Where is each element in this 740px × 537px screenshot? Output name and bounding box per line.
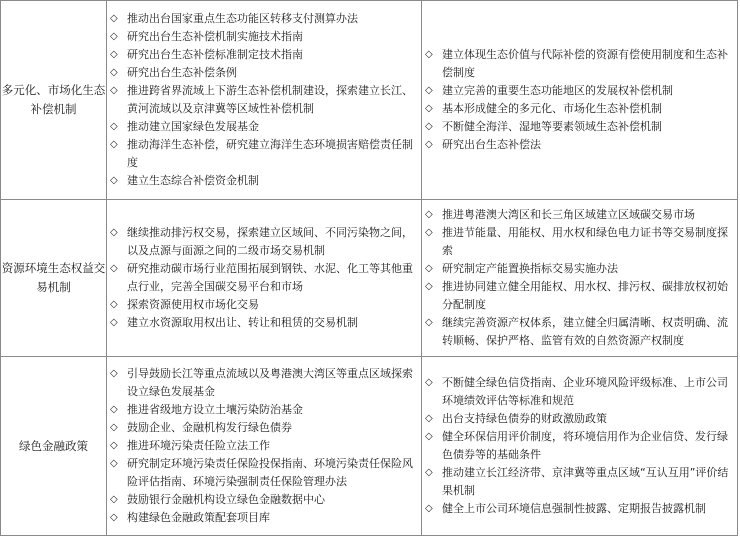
- diamond-bullet-icon: ◇: [425, 430, 433, 442]
- diamond-bullet-icon: ◇: [110, 121, 118, 133]
- list-item-text: 推进跨省界流域上下游生态补偿机制建设，探索建立长江、黄河流域以及京津冀等区域性补偿机制: [127, 83, 413, 115]
- list-item-text: 建立体现生态价值与代际补偿的资源有偿使用制度和生态补偿制度: [442, 47, 728, 79]
- list-item-text: 推动建立长江经济带、京津冀等重点区域“互认互用”评价结果机制: [442, 466, 729, 498]
- list-item: [107, 296, 421, 314]
- list-item-text: 构建绿色金融政策配套项目库: [127, 511, 270, 525]
- list-item: [107, 10, 421, 28]
- list-item: [107, 28, 421, 46]
- long-term-cell: [422, 357, 738, 536]
- near-term-cell: [107, 200, 422, 357]
- list-item-text: 研究出台生态补偿条例: [127, 65, 237, 79]
- list-item-text: 健全上市公司环境信息强制性披露、定期报告披露机制: [442, 502, 706, 516]
- list-item: [422, 206, 737, 224]
- diamond-bullet-icon: ◇: [110, 299, 118, 311]
- list-item-text: 继续完善资源产权体系，建立健全归属清晰、权责明确、流转顺畅、保护严格、监管有效的自然资源产权制度: [442, 316, 728, 348]
- diamond-bullet-icon: ◇: [425, 208, 433, 220]
- diamond-bullet-icon: ◇: [425, 281, 433, 292]
- diamond-bullet-icon: ◇: [110, 439, 118, 451]
- list-item: [107, 365, 421, 401]
- list-item-text: 建立完善的重要生态功能地区的发展权补偿机制: [442, 83, 673, 97]
- list-item: [422, 100, 737, 118]
- list-item: [107, 136, 421, 172]
- diamond-bullet-icon: ◇: [110, 48, 118, 60]
- list-item: [422, 278, 737, 314]
- list-item: [107, 64, 421, 82]
- bullet-list: [107, 224, 421, 333]
- long-term-cell: [422, 200, 738, 357]
- diamond-bullet-icon: ◇: [110, 458, 118, 470]
- list-item-text: 探索资源使用权市场化交易: [127, 298, 259, 312]
- diamond-bullet-icon: ◇: [425, 84, 433, 96]
- bullet-list: [422, 46, 737, 155]
- list-item-text: 研究推动碳市场行业范围拓展到钢铁、水泥、化工等其他重点行业，完善全国碳交易平台和市场: [127, 261, 413, 293]
- list-item-text: 不断健全绿色信贷指南、企业环境风险评级标准、上市公司环境绩效评估等标准和规范: [442, 375, 728, 407]
- list-item-text: 研究出台生态补偿法: [442, 138, 541, 152]
- list-item-text: 推进节能量、用能权、用水权和绿色电力证书等交易制度探索: [442, 225, 728, 257]
- diamond-bullet-icon: ◇: [110, 262, 118, 274]
- diamond-bullet-icon: ◇: [425, 317, 433, 329]
- list-item-text: 不断健全海洋、湿地等要素领域生态补偿机制: [442, 120, 662, 134]
- list-item: [107, 172, 421, 190]
- list-item: [107, 314, 421, 332]
- diamond-bullet-icon: ◇: [110, 317, 118, 329]
- bullet-list: [422, 206, 737, 351]
- diamond-bullet-icon: ◇: [425, 48, 433, 60]
- list-item-text: 研究制定环境污染责任保险投保指南、环境污染责任保险风险评估指南、环境污染强制责任保险管理办法: [127, 457, 413, 489]
- table-row: [1, 200, 738, 357]
- list-item: [422, 46, 737, 82]
- diamond-bullet-icon: ◇: [110, 403, 118, 415]
- diamond-bullet-icon: ◇: [110, 139, 118, 151]
- list-item: [107, 509, 421, 527]
- table-row: [1, 357, 738, 536]
- diamond-bullet-icon: ◇: [425, 121, 433, 133]
- list-item: [422, 82, 737, 100]
- list-item-text: 研究制定产能置换指标交易实施办法: [442, 261, 618, 275]
- list-item: [422, 118, 737, 136]
- diamond-bullet-icon: ◇: [425, 412, 433, 424]
- list-item: [107, 118, 421, 136]
- list-item: [422, 428, 737, 464]
- diamond-bullet-icon: ◇: [425, 103, 433, 114]
- list-item-text: 继续推动排污权交易，探索建立区域间、不同污染物之间，以及点源与面源之间的二级市场交易机制: [127, 225, 413, 257]
- diamond-bullet-icon: ◇: [425, 376, 433, 388]
- row-category: 绿色金融政策: [1, 357, 107, 536]
- list-item: [422, 500, 737, 518]
- diamond-bullet-icon: ◇: [110, 512, 118, 524]
- diamond-bullet-icon: ◇: [425, 467, 433, 479]
- list-item-text: 研究出台生态补偿标准制定技术指南: [127, 47, 303, 61]
- list-item: [422, 260, 737, 278]
- diamond-bullet-icon: ◇: [110, 84, 118, 96]
- list-item-text: 推进协同建立健全用能权、用水权、排污权、碳排放权初始分配制度: [442, 280, 728, 312]
- list-item: [422, 314, 737, 350]
- bullet-list: [107, 10, 421, 191]
- bullet-list: [422, 374, 737, 519]
- diamond-bullet-icon: ◇: [110, 175, 118, 187]
- list-item: [422, 224, 737, 260]
- policy-table-body: [1, 1, 738, 536]
- diamond-bullet-icon: ◇: [110, 12, 118, 24]
- bullet-list: [107, 365, 421, 528]
- diamond-bullet-icon: ◇: [110, 421, 118, 433]
- list-item-text: 推动建立国家绿色发展基金: [127, 120, 259, 134]
- list-item: [107, 401, 421, 419]
- list-item-text: 研究出台生态补偿机制实施技术指南: [127, 29, 303, 43]
- list-item-text: 推进粤港澳大湾区和长三角区域建立区域碳交易市场: [442, 207, 695, 221]
- list-item-text: 鼓励企业、金融机构发行绿色债券: [127, 420, 292, 434]
- long-term-cell: [422, 1, 738, 200]
- list-item: [107, 491, 421, 509]
- near-term-cell: [107, 357, 422, 536]
- diamond-bullet-icon: ◇: [110, 226, 118, 238]
- diamond-bullet-icon: ◇: [425, 226, 433, 238]
- list-item-text: 出台支持绿色债券的财政激励政策: [442, 411, 607, 425]
- list-item-text: 推动海洋生态补偿，研究建立海洋生态环境损害赔偿责任制度: [127, 138, 413, 170]
- list-item-text: 建立水资源取用权出让、转让和租赁的交易机制: [127, 316, 358, 330]
- diamond-bullet-icon: ◇: [425, 503, 433, 515]
- list-item-text: 推动出台国家重点生态功能区转移支付测算办法: [127, 11, 358, 25]
- list-item: [422, 374, 737, 410]
- row-category: 多元化、市场化生态补偿机制: [1, 1, 107, 200]
- list-item: [422, 410, 737, 428]
- near-term-cell: [107, 1, 422, 200]
- diamond-bullet-icon: ◇: [425, 262, 433, 274]
- list-item: [107, 46, 421, 64]
- diamond-bullet-icon: ◇: [425, 139, 433, 151]
- list-item-text: 鼓励银行金融机构设立绿色金融数据中心: [127, 493, 325, 507]
- diamond-bullet-icon: ◇: [110, 494, 118, 506]
- list-item: [107, 419, 421, 437]
- list-item-text: 推进环境污染责任险立法工作: [127, 438, 270, 452]
- diamond-bullet-icon: ◇: [110, 66, 118, 78]
- list-item: [107, 455, 421, 491]
- list-item: [107, 260, 421, 296]
- list-item: [107, 82, 421, 118]
- list-item-text: 引导鼓励长江等重点流域以及粤港澳大湾区等重点区域探索设立绿色发展基金: [127, 366, 413, 398]
- diamond-bullet-icon: ◇: [110, 30, 118, 42]
- list-item-text: 建立生态综合补偿资金机制: [127, 174, 259, 188]
- table-row: [1, 1, 738, 200]
- row-category: 资源环境生态权益交易机制: [1, 200, 107, 357]
- list-item-text: 基本形成健全的多元化、市场化生态补偿机制: [442, 102, 662, 115]
- list-item-text: 健全环保信用评价制度，将环境信用作为企业信贷、发行绿色债券等的基础条件: [442, 429, 728, 461]
- list-item-text: 推进省级地方设立土壤污染防治基金: [127, 402, 303, 416]
- list-item: [422, 136, 737, 154]
- diamond-bullet-icon: ◇: [110, 367, 118, 379]
- list-item: [422, 464, 737, 500]
- list-item: [107, 437, 421, 455]
- list-item: [107, 224, 421, 260]
